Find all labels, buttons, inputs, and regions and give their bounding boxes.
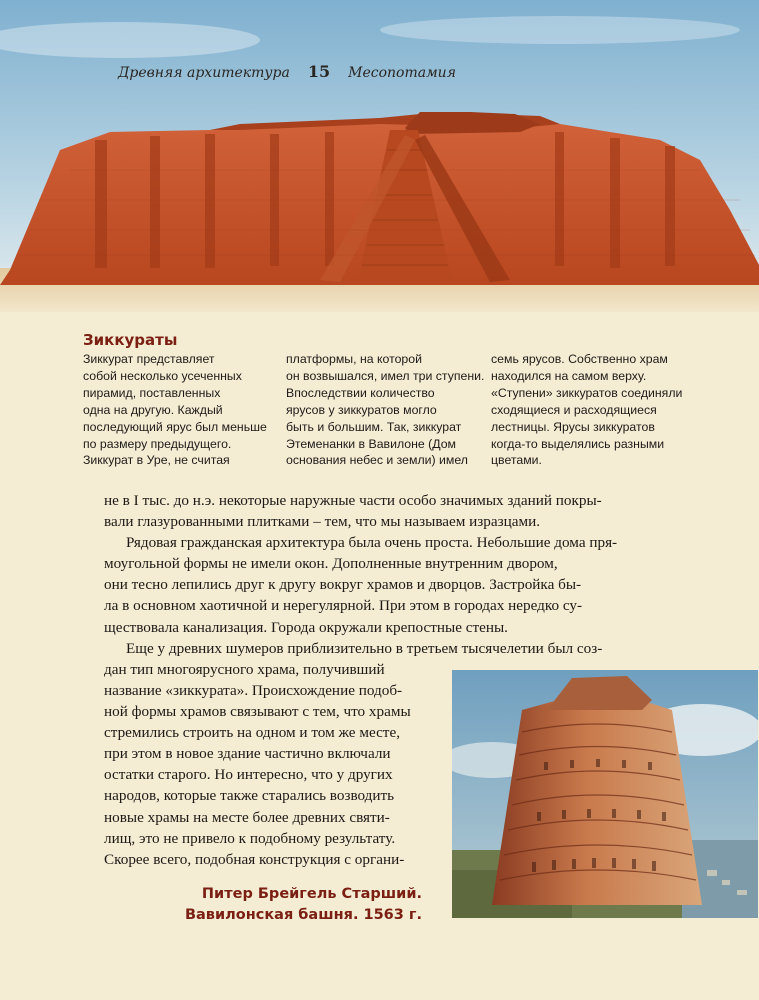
sidebar-line: находился на самом верху. [491,368,647,383]
sidebar-line: быть и большим. Так, зиккурат [286,419,462,434]
body-line: ществовала канализация. Города окружали крепостные стены. [104,618,508,636]
sidebar-line: сходящиеся и расходящиеся [491,402,657,417]
body-line: ла в основном хаотичной и нерегулярной. При этом в городах нередко су- [104,597,583,615]
sidebar-line: основания небес и земли) имел [286,453,468,468]
ziggurat-photo [0,0,759,312]
body-line: дан тип многоярусного храма, получивший [104,660,385,678]
body-line: не в I тыс. до н.э. некоторые наружные части особо значимых зданий покры- [104,492,602,509]
sidebar-line: Впоследствии количество [286,385,435,400]
sidebar-line: «Ступени» зиккуратов соединяли [491,385,683,400]
sidebar-line: Этеменанки в Вавилоне (Дом [286,436,456,451]
sidebar-title: Зиккураты [83,331,178,349]
body-line: название «зиккурата». Происхождение подоб- [104,682,403,699]
header-section-title: Древняя архитектура [118,65,290,81]
body-line: Скорее всего, подобная конструкция с органи- [104,850,405,868]
body-line: лищ, это не привело к подобному результату. [104,829,396,847]
caption-line-2: Вавилонская башня. 1563 г. [184,907,422,923]
sidebar-line: пирамид, поставленных [83,385,221,400]
sidebar-line: последующий ярус был меньше [83,419,267,434]
body-line: народов, которые также старались возводить [104,787,395,805]
sidebar-line: Зиккурат в Уре, не считая [83,453,230,468]
body-line: они тесно лепились друг к другу вокруг храмов и дворцов. Застройка бы- [104,576,582,594]
sidebar-line: лестницы. Ярусы зиккуратов [491,419,655,434]
running-header [118,62,456,81]
header-chapter-title: Месопотамия [348,65,456,81]
body-text-narrow [104,680,411,870]
body-line: Рядовая гражданская архитектура была очень проста. Небольшие дома пря- [126,534,618,552]
body-line: Еще у древних шумеров приблизительно в третьем тысячелетии был соз- [126,639,603,657]
painting-caption [180,884,422,926]
body-line: ной формы храмов связывают с тем, что храмы [104,703,411,721]
body-line: остатки старого. Но интересно, что у других [104,766,393,784]
tower-of-babel-painting [452,670,758,918]
sidebar-line: семь ярусов. Собственно храм [491,352,668,366]
sidebar-line: цветами. [491,453,542,468]
sidebar-line: ярусов у зиккуратов могло [286,402,437,417]
sidebar-column-1 [83,351,267,469]
body-text-full [104,490,617,680]
ziggurat-illustration [0,0,759,312]
sidebar-line: собой несколько усеченных [83,368,242,383]
body-line: новые храмы на месте более древних святи- [104,808,390,826]
page-number: 15 [307,62,331,81]
tower-illustration [452,670,758,918]
sidebar-line: Зиккурат представляет [83,352,215,366]
body-line: при этом в новое здание частично включали [104,745,391,763]
sidebar-line: по размеру предыдущего. [83,436,232,451]
body-line: стремились строить на одном и том же месте, [104,724,400,742]
caption-line-1: Питер Брейгель Старший. [201,886,422,902]
sidebar-column-2 [286,351,484,469]
sidebar-line: когда-то выделялись разными [491,436,665,451]
sidebar-line: платформы, на которой [286,352,422,366]
sidebar-column-3 [491,351,682,469]
sidebar-line: одна на другую. Каждый [83,402,223,417]
body-line: вали глазурованными плитками – тем, что мы называем изразцами. [104,513,541,531]
body-line: моугольной формы не имели окон. Дополненные внутренним двором, [104,555,558,573]
sidebar-line: он возвышался, имел три ступени. [286,368,485,383]
